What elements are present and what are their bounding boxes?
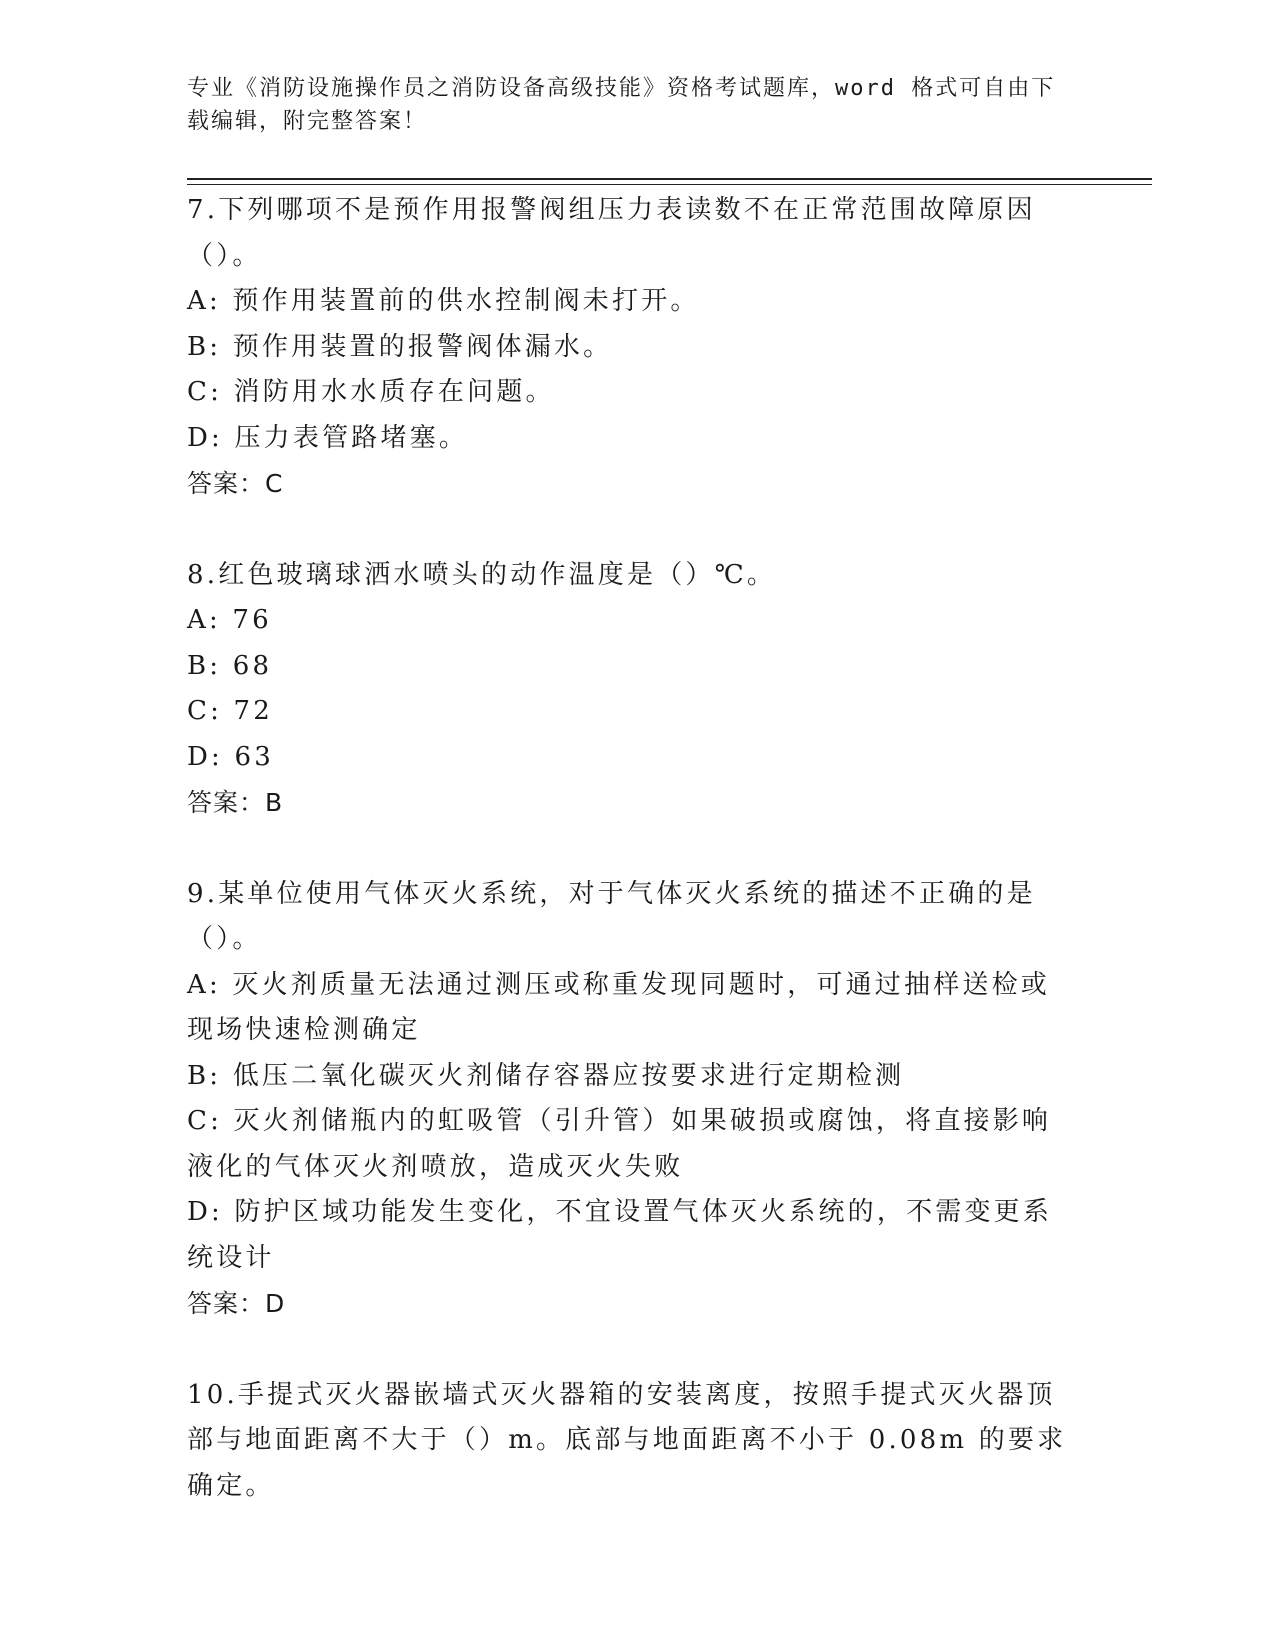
header-line-2: 载编辑，附完整答案！ — [187, 109, 428, 134]
header-divider-thin — [187, 184, 1152, 185]
option-d: D: 防护区域功能发生变化，不宜设置气体灭火系统的，不需变更系统设计 — [187, 1197, 1053, 1273]
option-b: B: 68 — [187, 650, 273, 681]
question-stem: 9.某单位使用气体灭火系统，对于气体灭火系统的描述不正确的是（）。 — [187, 878, 1036, 954]
answer-text: 答案：D — [187, 1289, 286, 1318]
question-8 — [187, 553, 1072, 826]
question-stem: 10.手提式灭火器嵌墙式灭火器箱的安装离度，按照手提式灭火器顶部与地面距离不大于（）m。底部与地面距离不小于 0.08m 的要求确定。 — [187, 1379, 1067, 1501]
question-stem: 7.下列哪项不是预作用报警阀组压力表读数不在正常范围故障原因（）。 — [187, 195, 1036, 271]
question-9 — [187, 872, 1072, 1327]
question-list — [187, 188, 1072, 1509]
option-a: A: 灭火剂质量无法通过测压或称重发现同题时，可通过抽样送检或现场快速检测确定 — [187, 969, 1051, 1045]
option-d: D: 压力表管路堵塞。 — [187, 422, 469, 453]
option-c: C: 消防用水水质存在问题。 — [187, 377, 555, 407]
option-a: A: 预作用装置前的供水控制阀未打开。 — [187, 286, 700, 316]
option-c: C: 72 — [187, 696, 274, 726]
spacer — [187, 507, 1072, 553]
document-header — [187, 72, 1067, 138]
spacer — [187, 826, 1072, 872]
option-d: D: 63 — [187, 741, 274, 772]
spacer — [187, 1327, 1072, 1373]
question-7 — [187, 188, 1072, 507]
option-c: C: 灭火剂储瓶内的虹吸管（引升管）如果破损或腐蚀，将直接影响液化的气体灭火剂喷放，造成灭火失败 — [187, 1106, 1052, 1182]
header-divider-thick — [187, 178, 1152, 180]
question-stem: 8.红色玻璃球洒水喷头的动作温度是（）℃。 — [187, 559, 777, 590]
option-b: B: 低压二氧化碳灭火剂储存容器应按要求进行定期检测 — [187, 1060, 905, 1091]
question-10 — [187, 1373, 1072, 1510]
option-a: A: 76 — [187, 605, 272, 635]
answer-text: 答案：C — [187, 469, 284, 498]
option-b: B: 预作用装置的报警阀体漏水。 — [187, 331, 613, 362]
header-line-1: 专业《消防设施操作员之消防设备高级技能》资格考试题库，word 格式可自由下 — [187, 76, 1056, 101]
answer-text: 答案：B — [187, 788, 284, 817]
